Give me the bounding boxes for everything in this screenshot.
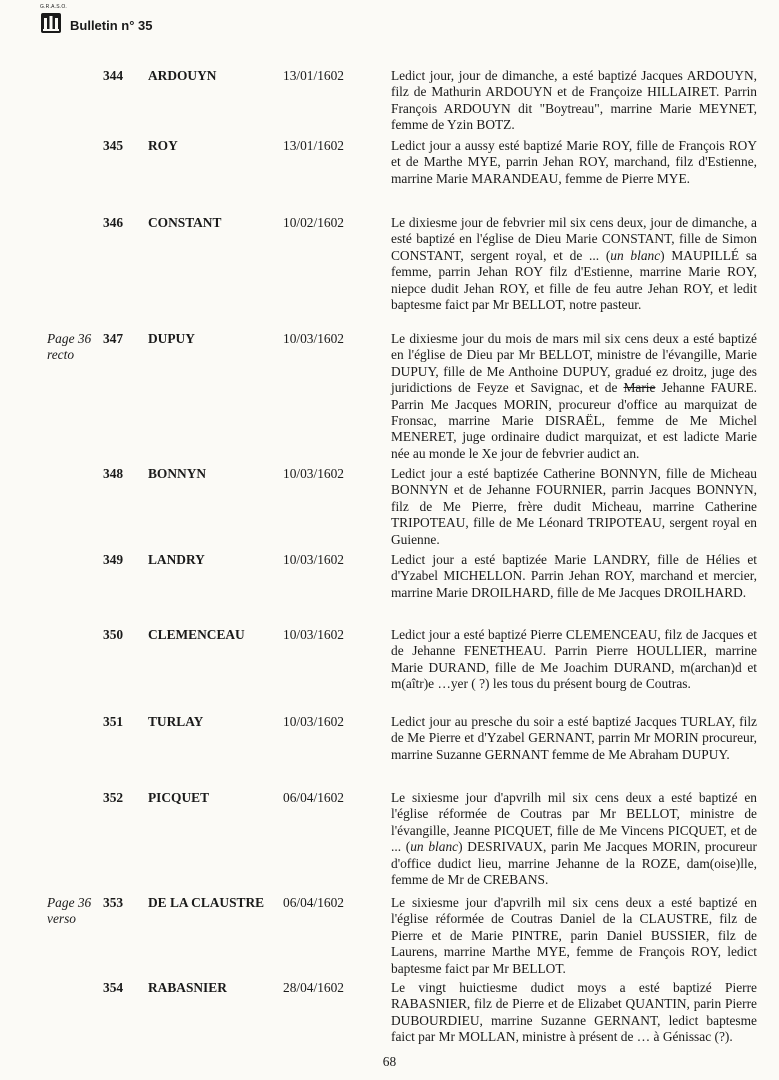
entry-number: 346 [103,215,124,230]
entry-text-part: Ledict jour au presche du soir a esté baptizé Jacques TURLAY, filz de Me Pierre et d'Yzabel GERNANT, parrin Mr MORIN procureur, marrine Suzanne GERNANT femme de Me Abraham DUPUY. [391,714,757,762]
entry-surname: PICQUET [148,790,210,805]
entry-number: 350 [103,627,124,642]
entry-number: 352 [103,790,124,805]
grasco-logo [40,4,68,34]
page-margin-note [47,895,91,927]
entry-text [391,714,757,763]
margin-note-page: Page 36 [47,331,92,346]
entry-surname: CLEMENCEAU [148,627,245,642]
logo-org-text: G.R.A.S.O. [40,4,68,10]
entry-text-part: Ledict jour, jour de dimanche, a esté baptizé Jacques ARDOUYN, filz de Mathurin ARDOUYN et de Françoize HILLAIRET. Parrin François ARDOUYN dit "Boytreau", marrine Marie MEYNET, femme de Yzin BOTZ. [391,68,757,133]
entry-number: 348 [103,466,124,481]
entry-date: 06/04/1602 [283,790,345,805]
entry-surname: LANDRY [148,552,205,567]
entry-surname: DUPUY [148,331,195,346]
margin-note-page: Page 36 [47,895,92,910]
entry-text [391,552,757,601]
entry-date: 10/03/1602 [283,552,345,567]
entry-number: 351 [103,714,124,729]
italic-note: un blanc [410,839,459,855]
entry-text-part: Ledict jour a aussy esté baptizé Marie ROY, fille de François ROY et de Marthe MYE, parrin Jehan ROY, marchand, filz d'Estienne, marrine Marie MARANDEAU, femme de Pierre MYE. [391,138,757,186]
entry-text-part: Le vingt huictiesme dudict moys a esté baptizé Pierre RABASNIER, filz de Pierre et de Elizabet QUANTIN, parin Pierre DUBOURDIEU, marrine Suzanne GERNANT, ledict baptesme faict par Mr MOLLAN, ministre à présent de … à Génissac (?). [391,980,757,1045]
entry-text-part: Le sixiesme jour d'apvrilh mil six cens deux a esté baptizé en l'église réformée de Coutras par Mr BELLOT, ministre de l'évangille, Jeanne PICQUET, fille de Me Vincens PICQUET, et de ... ( [391,790,757,855]
entry-text-part: Jehanne FAURE. Parrin Me Jacques MORIN, procureur d'office au marquizat de Fronsac, marrine Marie DISRAËL, femme de Me Michel MENERET, juge ordinaire dudict marquizat, et est ladicte Marie née au monde le Xe jour de febvrier audict an. [391,380,757,461]
entry-date: 10/03/1602 [283,331,345,346]
entry-text-part: Le sixiesme jour d'apvrilh mil six cens deux a esté baptizé en l'église réformée de Coutras Daniel de la CLAUSTRE, filz de Pierre et de Marie PINTRE, parin Daniel BUSSIER, filz de Laurens, marrine Marthe MYE, femme de François ROY, ledict baptesme faict par Mr BELLOT. [391,895,757,976]
entry-date: 28/04/1602 [283,980,345,995]
entry-text-part: Ledict jour a esté baptizée Catherine BONNYN, fille de Micheau BONNYN et de Jehanne FOURNIER, parrin Jacques BONNYN, filz de Me Pierre, frère dudit Micheau, marrine Catherine TRIPOTEAU, fille de Me Léonard TRIPOTEAU, sergent royal en Guienne. [391,466,757,547]
entry-text-part: Ledict jour a esté baptizée Marie LANDRY, fille de Hélies et d'Yzabel MICHELLON. Parrin Jehan ROY, marchand et mercier, marrine Marie DROILHARD, fille de Me Jacques DROILHARD. [391,552,757,600]
page-margin-note [47,331,91,363]
entry-surname: TURLAY [148,714,204,729]
entry-surname: ROY [148,138,178,153]
entry-number: 349 [103,552,124,567]
entry-text-part: Le dixiesme jour de febvrier mil six cens deux, jour de dimanche, a esté baptizé en l'église de Dieu Marie CONSTANT, fille de Simon CONSTANT, sergent royal, et de ... ( [391,215,757,263]
entry-surname: BONNYN [148,466,207,481]
entry-text [391,215,757,313]
entry-text [391,466,757,548]
entry-text [391,138,757,187]
entry-surname: RABASNIER [148,980,227,995]
entry-number: 344 [103,68,124,83]
entry-text-part: Ledict jour a esté baptizé Pierre CLEMENCEAU, filz de Jacques et de Jehanne FENETHEAU. Parrin Pierre HOULLIER, marrine Marie DURAND, fille de Me Joachim DURAND, m(archan)d et m(aîtr)e …yer ( ?) les tous du présent bourg de Coutras. [391,627,757,692]
entry-date: 10/03/1602 [283,714,345,729]
entry-date: 06/04/1602 [283,895,345,910]
page-header [40,4,153,34]
entry-surname: DE LA CLAUSTRE [148,895,265,910]
entry-date: 13/01/1602 [283,68,345,83]
entry-number: 354 [103,980,124,995]
margin-note-side: recto [47,347,75,362]
entry-text-part: ) MAUPILLÉ sa femme, parrin Jehan ROY filz d'Estienne, marrine Marie ROY, niepce dudit Jehan ROY, et fille de feu autre Jehan ROY, et ledit baptesme faict par Mr BELLOT, notre pasteur. [391,247,757,313]
entry-number: 353 [103,895,124,910]
entry-text [391,627,757,693]
entry-text [391,895,757,977]
entry-number: 345 [103,138,124,153]
entry-text-part: Le dixiesme jour du mois de mars mil six cens deux a esté baptizé en l'église de Dieu par Mr BELLOT, ministre de l'évangille, Marie DUPUY, fille de Me Anthoine DUPUY, gradué ez droitz, juge des juridictions de Feyze et Savignac, et de [391,331,757,396]
italic-note: un blanc [610,247,661,263]
logo-emblem-icon [40,12,62,34]
entry-date: 13/01/1602 [283,138,345,153]
entry-text [391,790,757,888]
page-number: 68 [382,1054,397,1069]
entry-surname: CONSTANT [148,215,222,230]
bulletin-title: Bulletin n° 35 [70,18,153,33]
entry-text [391,331,757,462]
entry-date: 10/03/1602 [283,466,345,481]
entry-date: 10/03/1602 [283,627,345,642]
struck-word: Marie [623,380,656,396]
entry-date: 10/02/1602 [283,215,345,230]
entry-text [391,68,757,134]
margin-note-side: verso [47,911,77,926]
entry-text [391,980,757,1046]
entry-surname: ARDOUYN [148,68,217,83]
entry-number: 347 [103,331,124,346]
entry-text-part: ) DESRIVAUX, parin Me Jacques MORIN, procureur d'office dudict lieu, marrine Jehanne de la ROZE, dam(oise)lle, femme de Mr de CREBANS. [391,839,757,888]
